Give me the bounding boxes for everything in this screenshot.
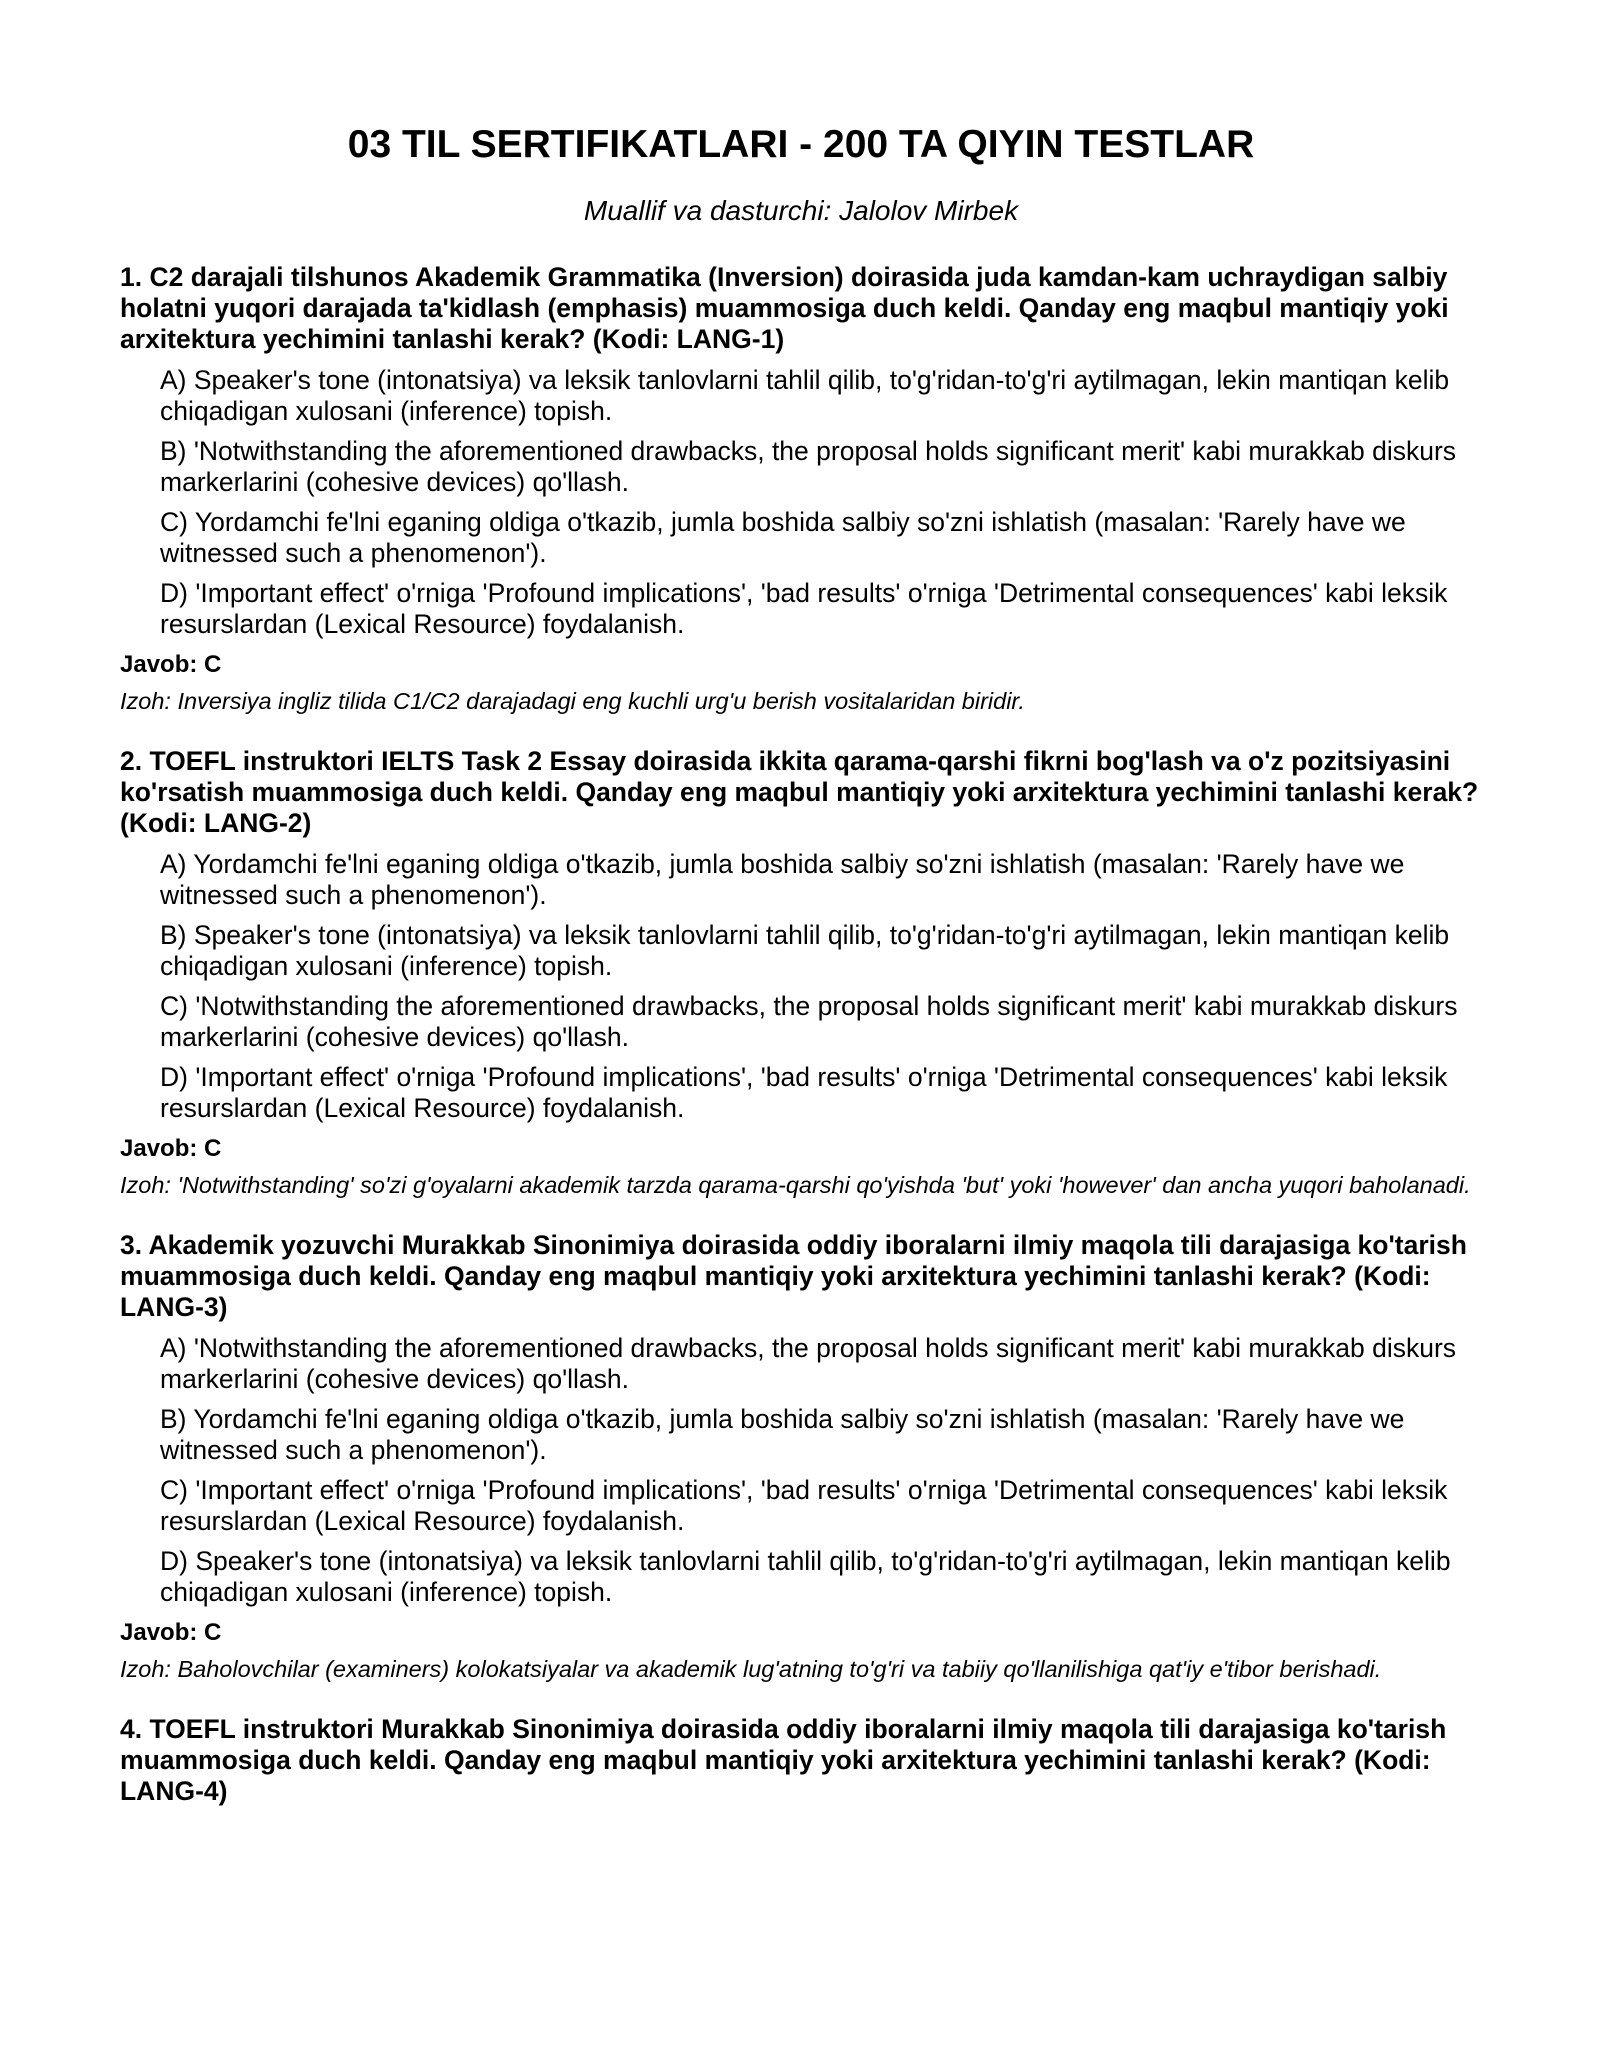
option-b: B) 'Notwithstanding the aforementioned drawbacks, the proposal holds significant merit' kabi murakkab diskurs markerlarini (cohesive devices) qo'llash. bbox=[160, 436, 1457, 497]
option-d: D) 'Important effect' o'rniga 'Profound implications', 'bad results' o'rniga 'Detrimental consequences' kabi leksik resurslardan (Lexical Resource) foydalanish. bbox=[160, 1062, 1448, 1123]
option-d: D) 'Important effect' o'rniga 'Profound implications', 'bad results' o'rniga 'Detrimental consequences' kabi leksik resurslardan (Lexical Resource) foydalanish. bbox=[160, 578, 1448, 639]
question-4 bbox=[120, 1714, 1482, 1807]
document-page bbox=[120, 0, 1482, 1807]
option-b: B) Speaker's tone (intonatsiya) va leksik tanlovlarni tahlil qilib, to'g'ridan-to'g'ri aytilmagan, lekin mantiqan kelib chiqadigan xulosani (inference) topish. bbox=[160, 920, 1450, 981]
question-text: 2. TOEFL instruktori IELTS Task 2 Essay doirasida ikkita qarama-qarshi fikrni bog'lash va o'z pozitsiyasini ko'rsatish muammosiga duch keldi. Qanday eng maqbul mantiqiy yoki arxitektura yechimini tanlashi kerak? (Kodi: LANG-2) bbox=[120, 746, 1479, 838]
question-text: 4. TOEFL instruktori Murakkab Sinonimiya doirasida oddiy iboralarni ilmiy maqola tili darajasiga ko'tarish muammosiga duch keldi. Qanday eng maqbul mantiqiy yoki arxitektura yechimini tanlashi kerak? (Kodi: LANG-4) bbox=[120, 1714, 1447, 1806]
option-a: A) Yordamchi fe'lni eganing oldiga o'tkazib, jumla boshida salbiy so'zni ishlatish (masalan: 'Rarely have we witnessed such a phenomenon'). bbox=[160, 849, 1405, 910]
option-list bbox=[160, 1333, 1482, 1608]
answer: Javob: C bbox=[120, 1135, 222, 1162]
option-list bbox=[160, 849, 1482, 1124]
explanation-note: Izoh: 'Notwithstanding' so'zi g'oyalarni akademik tarzda qarama-qarshi qo'yishda 'but' yoki 'however' dan ancha yuqori baholanadi. bbox=[120, 1172, 1471, 1198]
option-a: A) 'Notwithstanding the aforementioned drawbacks, the proposal holds significant merit' kabi murakkab diskurs markerlarini (cohesive devices) qo'llash. bbox=[160, 1333, 1457, 1394]
explanation-note: Izoh: Inversiya ingliz tilida C1/C2 darajadagi eng kuchli urg'u berish vositalaridan biridir. bbox=[120, 688, 1025, 714]
answer: Javob: C bbox=[120, 1619, 222, 1646]
explanation-note: Izoh: Baholovchilar (examiners) kolokatsiyalar va akademik lug'atning to'g'ri va tabiiy qo'llanilishiga qat'iy e'tibor berishadi. bbox=[120, 1656, 1382, 1682]
answer: Javob: C bbox=[120, 651, 222, 678]
option-c: C) 'Important effect' o'rniga 'Profound implications', 'bad results' o'rniga 'Detrimental consequences' kabi leksik resurslardan (Lexical Resource) foydalanish. bbox=[160, 1475, 1448, 1536]
question-3 bbox=[120, 1230, 1482, 1684]
option-d: D) Speaker's tone (intonatsiya) va leksik tanlovlarni tahlil qilib, to'g'ridan-to'g'ri aytilmagan, lekin mantiqan kelib chiqadigan xulosani (inference) topish. bbox=[160, 1546, 1451, 1607]
option-list bbox=[160, 365, 1482, 640]
document-author: Muallif va dasturchi: Jalolov Mirbek bbox=[583, 195, 1019, 226]
question-1 bbox=[120, 262, 1482, 716]
option-a: A) Speaker's tone (intonatsiya) va leksik tanlovlarni tahlil qilib, to'g'ridan-to'g'ri aytilmagan, lekin mantiqan kelib chiqadigan xulosani (inference) topish. bbox=[160, 365, 1450, 426]
option-c: C) Yordamchi fe'lni eganing oldiga o'tkazib, jumla boshida salbiy so'zni ishlatish (masalan: 'Rarely have we witnessed such a phenomenon'). bbox=[160, 507, 1406, 568]
option-c: C) 'Notwithstanding the aforementioned drawbacks, the proposal holds significant merit' kabi murakkab diskurs markerlarini (cohesive devices) qo'llash. bbox=[160, 991, 1458, 1052]
question-2 bbox=[120, 746, 1482, 1200]
document-title: 03 TIL SERTIFIKATLARI - 200 TA QIYIN TESTLAR bbox=[347, 123, 1255, 166]
option-b: B) Yordamchi fe'lni eganing oldiga o'tkazib, jumla boshida salbiy so'zni ishlatish (masalan: 'Rarely have we witnessed such a phenomenon'). bbox=[160, 1404, 1405, 1465]
question-text: 3. Akademik yozuvchi Murakkab Sinonimiya doirasida oddiy iboralarni ilmiy maqola tili darajasiga ko'tarish muammosiga duch keldi. Qanday eng maqbul mantiqiy yoki arxitektura yechimini tanlashi kerak? (Kodi: LANG-3) bbox=[120, 1230, 1467, 1322]
question-text: 1. C2 darajali tilshunos Akademik Grammatika (Inversion) doirasida juda kamdan-kam uchraydigan salbiy holatni yuqori darajada ta'kidlash (emphasis) muammosiga duch keldi. Qanday eng maqbul mantiqiy yoki arxitektura yechimini tanlashi kerak? (Kodi: LANG-1) bbox=[120, 262, 1449, 354]
